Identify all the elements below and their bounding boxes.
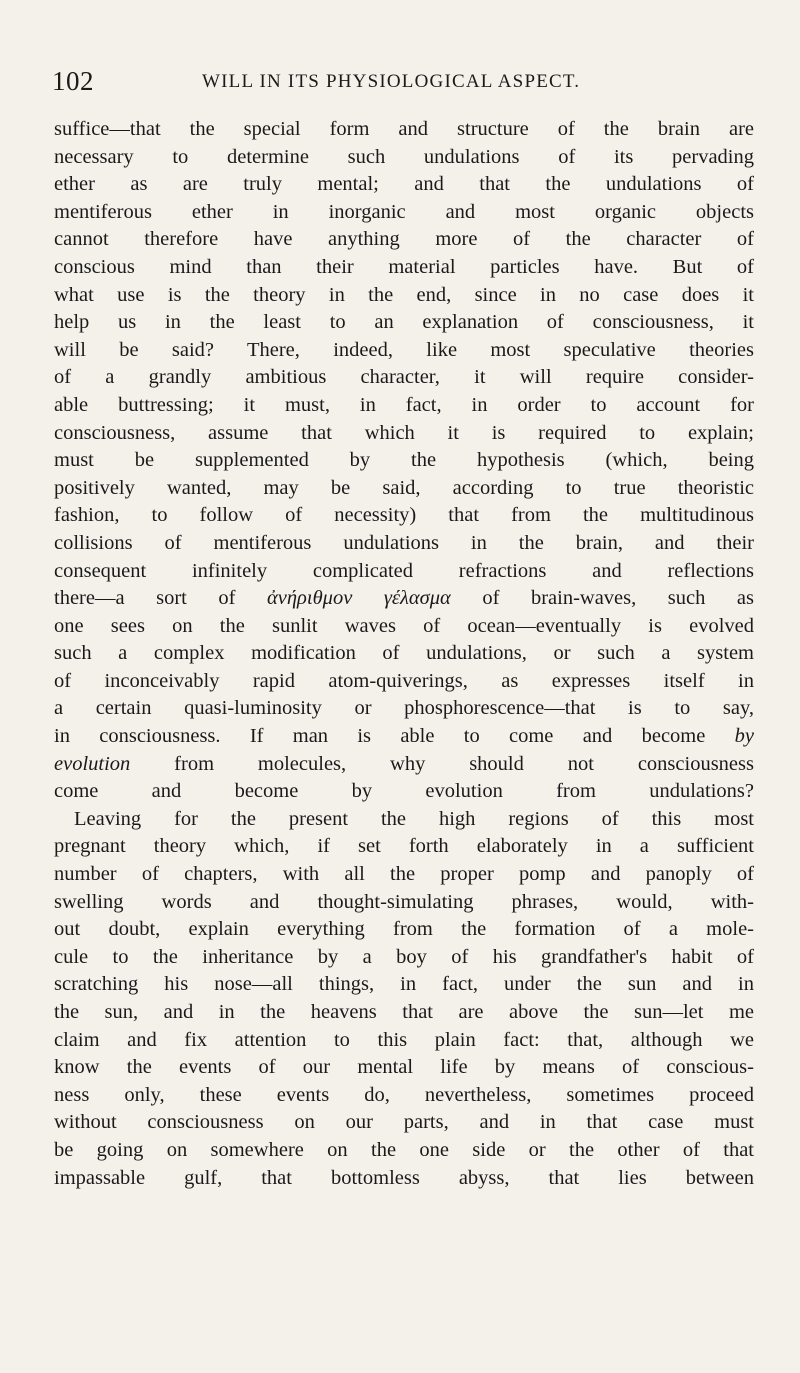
italic-text: by <box>734 725 754 748</box>
text-line <box>54 199 754 227</box>
line-text: must be supplemented by the hypothesis (which, being <box>54 449 754 472</box>
line-text: cule to the inheritance by a boy of his grandfather's habit of <box>54 945 754 968</box>
line-text: fashion, to follow of necessity) that from the multitudinous <box>54 504 754 527</box>
text-line <box>54 999 754 1027</box>
text-line <box>54 944 754 972</box>
line-text: impassable gulf, that bottomless abyss, that lies between <box>54 1166 754 1189</box>
line-text: pregnant theory which, if set forth elaborately in a sufficient <box>54 835 754 858</box>
text-line <box>54 254 754 282</box>
line-text: a certain quasi-luminosity or phosphorescence—that is to say, <box>54 697 754 720</box>
text-line <box>54 309 754 337</box>
text-line <box>54 282 754 310</box>
text-line <box>54 668 754 696</box>
text-line <box>54 364 754 392</box>
text-line <box>54 640 754 668</box>
text-line <box>54 337 754 365</box>
text-line <box>54 723 754 751</box>
line-text: know the events of our mental life by means of conscious- <box>54 1056 754 1079</box>
text-line <box>54 502 754 530</box>
text-line <box>54 833 754 861</box>
line-text: come and become by evolution from undulations? <box>54 780 754 803</box>
line-text: collisions of mentiferous undulations in the brain, and their <box>54 531 754 554</box>
line-text: of brain-waves, such as <box>450 587 754 610</box>
line-text: cannot therefore have anything more of the character of <box>54 228 754 251</box>
text-line <box>54 1082 754 1110</box>
line-text: the sun, and in the heavens that are above the sun—let me <box>54 1001 754 1023</box>
line-text: what use is the theory in the end, since in no case does it <box>54 283 754 306</box>
line-text: mentiferous ether in inorganic and most organic objects <box>54 200 754 223</box>
text-line <box>54 558 754 586</box>
line-text: Leaving for the present the high regions of this most <box>74 807 754 830</box>
line-text: ether as are truly mental; and that the undulations of <box>54 173 754 196</box>
text-line <box>54 420 754 448</box>
text-line <box>54 585 754 613</box>
text-line <box>54 144 754 172</box>
running-title: WILL IN ITS PHYSIOLOGICAL ASPECT. <box>202 71 581 92</box>
line-text: scratching his nose—all things, in fact, under the sun and in <box>54 973 754 996</box>
line-text: positively wanted, may be said, according to true theoristic <box>54 476 754 499</box>
line-text: of inconceivably rapid atom-quiverings, as expresses itself in <box>54 669 754 692</box>
italic-text: ἀνήριθμον γέλασμα <box>267 587 451 610</box>
text-line <box>54 695 754 723</box>
line-text: will be said? There, indeed, like most speculative theories <box>54 338 754 361</box>
text-line <box>54 1027 754 1055</box>
text-line <box>54 171 754 199</box>
line-text: without consciousness on our parts, and in that case must <box>54 1111 754 1134</box>
line-text: consciousness, assume that which it is required to explain; <box>54 421 754 444</box>
line-text: there—a sort of <box>54 587 268 610</box>
text-line <box>54 778 754 806</box>
text-line <box>54 1109 754 1137</box>
text-line <box>54 447 754 475</box>
line-text: from molecules, why should not consciousness <box>130 752 754 775</box>
line-text: ness only, these events do, nevertheless, sometimes proceed <box>54 1083 754 1106</box>
line-text: of a grandly ambitious character, it will require consider- <box>54 366 754 389</box>
line-text: swelling words and thought-simulating phrases, would, with- <box>54 890 754 913</box>
line-text: such a complex modification of undulations, or such a system <box>54 642 754 665</box>
text-line <box>54 916 754 944</box>
line-text: help us in the least to an explanation of consciousness, it <box>54 311 754 334</box>
text-line <box>54 889 754 917</box>
text-line <box>54 861 754 889</box>
text-line <box>54 1137 754 1165</box>
text-line <box>54 806 754 834</box>
text-line <box>54 475 754 503</box>
text-line <box>54 226 754 254</box>
text-line <box>54 613 754 641</box>
line-text: conscious mind than their material particles have. But of <box>54 255 754 278</box>
line-text: suffice—that the special form and structure of the brain are <box>54 118 754 140</box>
text-line <box>54 1054 754 1082</box>
body-text <box>54 116 754 1192</box>
text-line <box>54 116 754 144</box>
line-text: claim and fix attention to this plain fact: that, although we <box>54 1028 754 1051</box>
text-line <box>54 392 754 420</box>
line-text: in consciousness. If man is able to come and become <box>54 725 735 748</box>
page-number: 102 <box>52 66 94 96</box>
italic-text: evolution <box>54 752 131 775</box>
text-line <box>54 971 754 999</box>
line-text: number of chapters, with all the proper pomp and panoply of <box>54 863 754 886</box>
line-text: able buttressing; it must, in fact, in order to account for <box>54 393 754 416</box>
text-line <box>54 751 754 779</box>
line-text: be going on somewhere on the one side or the other of that <box>54 1138 754 1161</box>
line-text: out doubt, explain everything from the formation of a mole- <box>54 918 754 941</box>
text-line <box>54 530 754 558</box>
text-line <box>54 1165 754 1193</box>
line-text: consequent infinitely complicated refractions and reflections <box>54 559 754 582</box>
line-text: one sees on the sunlit waves of ocean—eventually is evolved <box>54 614 754 637</box>
line-text: necessary to determine such undulations of its pervading <box>54 145 754 168</box>
running-head <box>52 66 752 96</box>
